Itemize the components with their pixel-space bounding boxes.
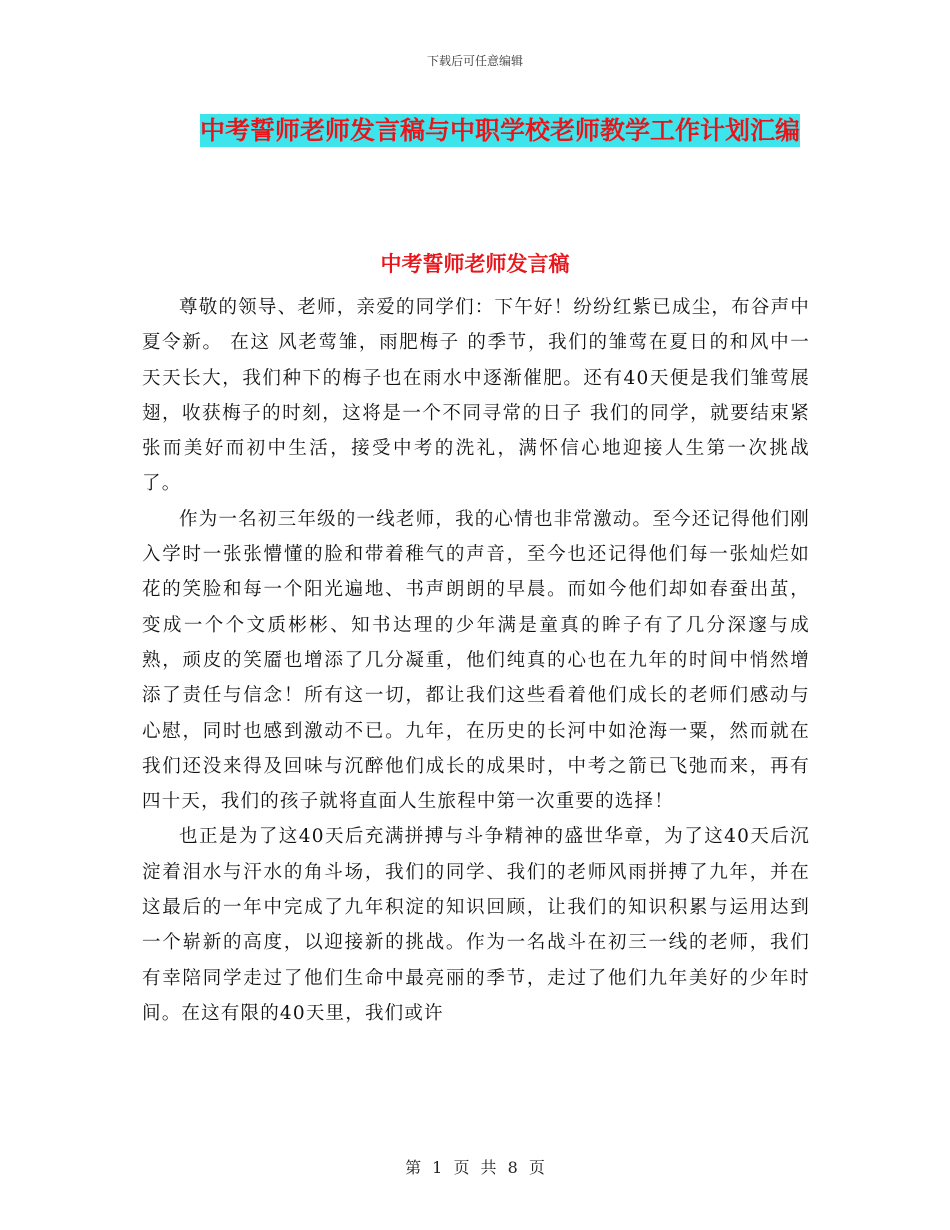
document-title	[190, 108, 810, 154]
paragraph: 尊敬的领导、老师，亲爱的同学们：下午好！纷纷红紫已成尘，布谷声中夏令新。 在这 风老莺雏，雨肥梅子 的季节，我们的雏莺在夏日的和风中一天天长大，我们种下的梅子也在雨水中逐渐催肥。还有40天便是我们雏莺展翅，收获梅子的时刻，这将是一个不同寻常的日子 我们的同学，就要结束紧张而美好而初中生活，接受中考的洗礼，满怀信心地迎接人生第一次挑战了。	[142, 297, 810, 495]
document-title-text: 中考誓师老师发言稿与中职学校老师教学工作计划汇编	[199, 116, 800, 145]
page-number: 第 1 页 共 8 页	[405, 1158, 545, 1177]
document-body	[142, 290, 810, 1031]
header-note: 下载后可任意编辑	[426, 54, 523, 68]
paragraph: 也正是为了这40天后充满拼搏与斗争精神的盛世华章，为了这40天后沉淀着泪水与汗水的角斗场，我们的同学、我们的老师风雨拼搏了九年，并在这最后的一年中完成了九年积淀的知识回顾，让我们的知识积累与运用达到一个崭新的高度，以迎接新的挑战。作为一名战斗在初三一线的老师，我们有幸陪同学走过了他们生命中最亮丽的季节，走过了他们九年美好的少年时间。在这有限的40天里，我们或许	[142, 826, 810, 1024]
paragraph: 作为一名初三年级的一线老师，我的心情也非常激动。至今还记得他们刚入学时一张张懵懂的脸和带着稚气的声音，至今也还记得他们每一张灿烂如花的笑脸和每一个阳光遍地、书声朗朗的早晨。而如今他们却如春蚕出茧，变成一个个文质彬彬、知书达理的少年满是童真的眸子有了几分深邃与成熟，顽皮的笑靥也增添了几分凝重，他们纯真的心也在九年的时间中悄然增添了责任与信念！所有这一切，都让我们这些看着他们成长的老师们感动与心慰，同时也感到激动不已。九年，在历史的长河中如沧海一粟，然而就在我们还没来得及回味与沉醉他们成长的成果时，中考之箭已飞弛而来，再有四十天，我们的孩子就将直面人生旅程中第一次重要的选择！	[142, 508, 810, 813]
section-title: 中考誓师老师发言稿	[380, 252, 570, 276]
